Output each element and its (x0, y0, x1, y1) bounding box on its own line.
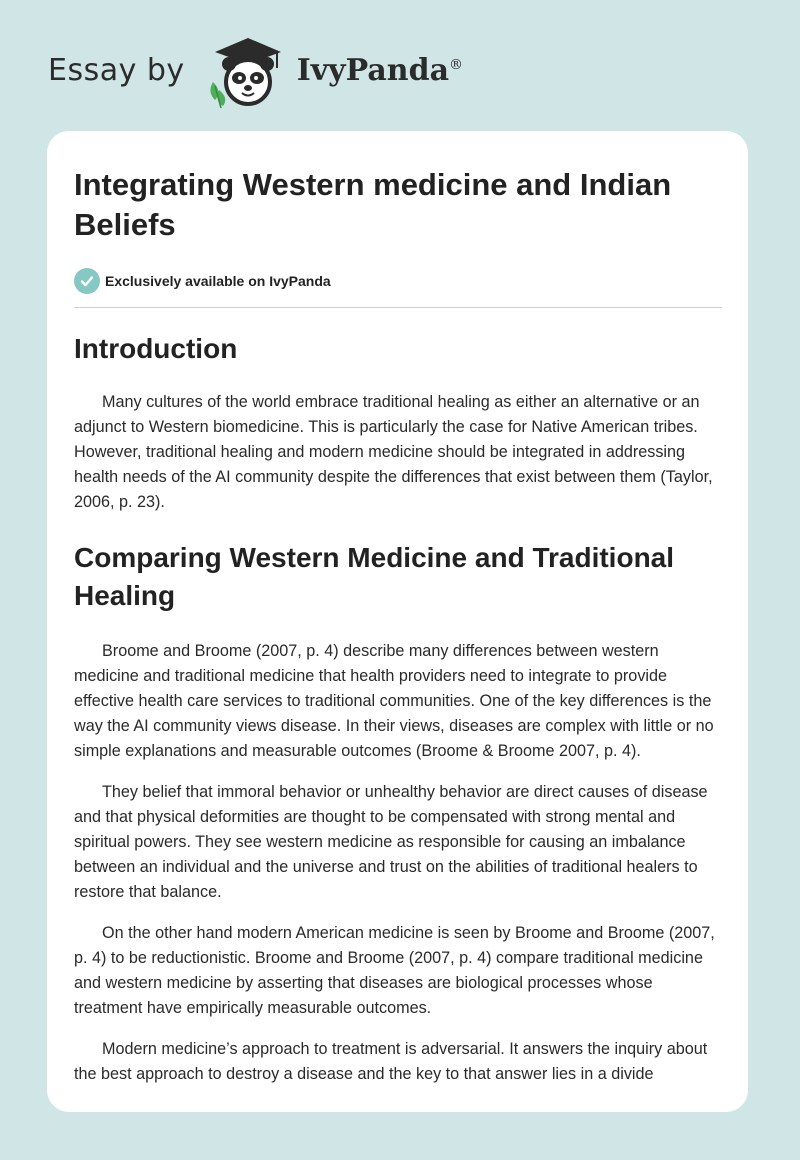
brand-name[interactable]: IvyPanda® (296, 52, 464, 88)
paragraph: Modern medicine’s approach to treatment is adversarial. It answers the inquiry about the best approach to destroy a disease and the key to that answer lies in a divide (74, 1040, 708, 1083)
panda-graduation-cap-icon[interactable] (203, 30, 293, 110)
site-header (48, 30, 463, 110)
paragraph: Broome and Broome (2007, p. 4) describe many differences between western medicine and traditional medicine that health providers need to integrate to provide effective health care services to traditional communities. One of the key differences is the way the AI community views disease. In their views, diseases are complex with little or no simple explanations and measurable outcomes (Broome & Broome 2007, p. 4). (74, 642, 714, 760)
exclusive-badge (74, 267, 722, 295)
section-heading-comparing: Comparing Western Medicine and Traditional Healing (74, 542, 675, 611)
check-circle-icon (74, 268, 100, 294)
page-title: Integrating Western medicine and Indian Beliefs (74, 167, 672, 242)
paragraph: They belief that immoral behavior or unhealthy behavior are direct causes of disease and that physical deformities are thought to be compensated with strong mental and spiritual powers. They see western medicine as responsible for causing an imbalance between an individual and the universe and trust on the abilities of traditional healers to restore that balance. (74, 783, 708, 901)
paragraph: On the other hand modern American medicine is seen by Broome and Broome (2007, p. 4) to be reductionistic. Broome and Broome (2007, p. 4) compare traditional medicine and western medicine by asserting that diseases are biological processes whose treatment have empirically measurable outcomes. (74, 924, 715, 1017)
registered-mark: ® (449, 56, 464, 73)
essay-card (47, 131, 748, 1112)
section-heading-introduction: Introduction (74, 333, 238, 364)
essay-by-label: Essay by (48, 52, 185, 88)
paragraph: Many cultures of the world embrace traditional healing as either an alternative or an adjunct to Western biomedicine. This is particularly the case for Native American tribes. However, traditional healing and modern medicine should be integrated in addressing health needs of the AI community despite the differences that exist between them (Taylor, 2006, p. 23). (74, 393, 713, 511)
exclusive-badge-label: Exclusively available on IvyPanda (105, 273, 331, 289)
divider (74, 307, 722, 308)
